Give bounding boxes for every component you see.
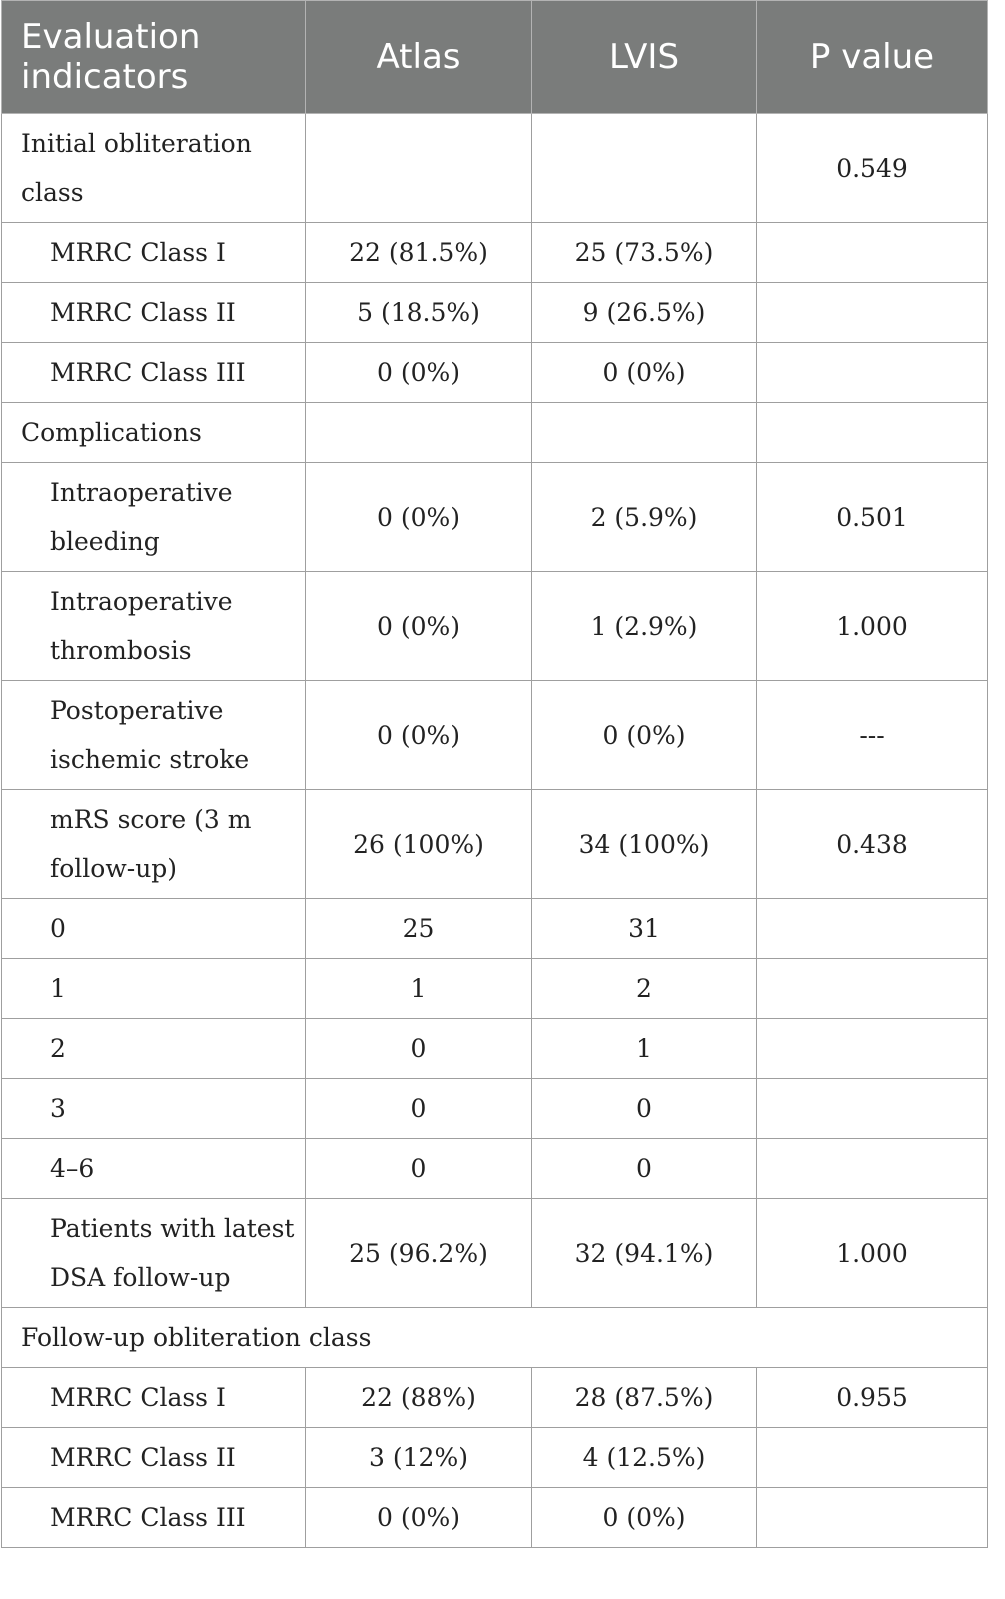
p-value [757, 1079, 988, 1139]
table-row [2, 1019, 988, 1079]
lvis-value: 0 (0%) [532, 1488, 757, 1548]
lvis-value: 0 (0%) [532, 681, 757, 790]
lvis-value: 0 [532, 1139, 757, 1199]
row-label: MRRC Class II [2, 1428, 306, 1488]
atlas-value: 5 (18.5%) [306, 283, 532, 343]
table-row [2, 343, 988, 403]
p-value [757, 899, 988, 959]
lvis-value: 4 (12.5%) [532, 1428, 757, 1488]
atlas-value: 0 [306, 1019, 532, 1079]
table-row [2, 1199, 988, 1308]
atlas-value: 22 (88%) [306, 1368, 532, 1428]
table-row [2, 403, 988, 463]
table-body [2, 114, 988, 1548]
table-row [2, 572, 988, 681]
atlas-value: 25 [306, 899, 532, 959]
table-row [2, 1368, 988, 1428]
row-label: MRRC Class III [2, 343, 306, 403]
header-atlas: Atlas [306, 1, 532, 114]
table-row [2, 114, 988, 223]
atlas-value [306, 114, 532, 223]
lvis-value: 1 (2.9%) [532, 572, 757, 681]
row-label: MRRC Class III [2, 1488, 306, 1548]
row-label: Complications [2, 403, 306, 463]
p-value [757, 1139, 988, 1199]
header-p-value: P value [757, 1, 988, 114]
lvis-value: 28 (87.5%) [532, 1368, 757, 1428]
lvis-value: 2 (5.9%) [532, 463, 757, 572]
p-value [757, 1488, 988, 1548]
table-row [2, 1079, 988, 1139]
lvis-value: 34 (100%) [532, 790, 757, 899]
table-row [2, 790, 988, 899]
p-value: 0.501 [757, 463, 988, 572]
atlas-value: 0 (0%) [306, 681, 532, 790]
row-label: mRS score (3 m follow-up) [2, 790, 306, 899]
table-row [2, 681, 988, 790]
row-label: MRRC Class I [2, 1368, 306, 1428]
p-value [757, 223, 988, 283]
atlas-value: 25 (96.2%) [306, 1199, 532, 1308]
lvis-value [532, 114, 757, 223]
atlas-value: 0 [306, 1079, 532, 1139]
p-value: 0.955 [757, 1368, 988, 1428]
header-lvis: LVIS [532, 1, 757, 114]
row-label: 0 [2, 899, 306, 959]
results-table [1, 0, 988, 1548]
lvis-value: 2 [532, 959, 757, 1019]
atlas-value: 0 (0%) [306, 343, 532, 403]
atlas-value: 26 (100%) [306, 790, 532, 899]
p-value [757, 283, 988, 343]
header-row [2, 1, 988, 114]
lvis-value: 25 (73.5%) [532, 223, 757, 283]
lvis-value [532, 403, 757, 463]
p-value: 1.000 [757, 572, 988, 681]
table-row [2, 1308, 988, 1368]
table-row [2, 1428, 988, 1488]
p-value: --- [757, 681, 988, 790]
row-label: 4–6 [2, 1139, 306, 1199]
atlas-value: 0 [306, 1139, 532, 1199]
atlas-value: 1 [306, 959, 532, 1019]
row-label: Intraoperative bleeding [2, 463, 306, 572]
row-label: Intraoperative thrombosis [2, 572, 306, 681]
row-label: MRRC Class II [2, 283, 306, 343]
table-row [2, 463, 988, 572]
row-label: 1 [2, 959, 306, 1019]
p-value: 1.000 [757, 1199, 988, 1308]
lvis-value: 9 (26.5%) [532, 283, 757, 343]
atlas-value: 0 (0%) [306, 572, 532, 681]
atlas-value: 0 (0%) [306, 1488, 532, 1548]
lvis-value: 0 [532, 1079, 757, 1139]
lvis-value: 1 [532, 1019, 757, 1079]
row-label: Patients with latest DSA follow-up [2, 1199, 306, 1308]
p-value [757, 343, 988, 403]
row-label: 2 [2, 1019, 306, 1079]
table-row [2, 1139, 988, 1199]
atlas-value: 0 (0%) [306, 463, 532, 572]
table-row [2, 899, 988, 959]
atlas-value: 3 (12%) [306, 1428, 532, 1488]
table-row [2, 1488, 988, 1548]
row-label: Initial obliteration class [2, 114, 306, 223]
row-label: Postoperative ischemic stroke [2, 681, 306, 790]
p-value [757, 403, 988, 463]
lvis-value: 32 (94.1%) [532, 1199, 757, 1308]
p-value: 0.549 [757, 114, 988, 223]
table-row [2, 283, 988, 343]
table-header [2, 1, 988, 114]
lvis-value: 0 (0%) [532, 343, 757, 403]
header-evaluation-indicators: Evaluation indicators [2, 1, 306, 114]
atlas-value [306, 403, 532, 463]
p-value [757, 1428, 988, 1488]
p-value [757, 959, 988, 1019]
results-table-container [1, 0, 987, 1548]
atlas-value: 22 (81.5%) [306, 223, 532, 283]
row-label: 3 [2, 1079, 306, 1139]
lvis-value: 31 [532, 899, 757, 959]
row-label: MRRC Class I [2, 223, 306, 283]
table-row [2, 223, 988, 283]
table-row [2, 959, 988, 1019]
p-value [757, 1019, 988, 1079]
row-label: Follow-up obliteration class [2, 1308, 988, 1368]
p-value: 0.438 [757, 790, 988, 899]
